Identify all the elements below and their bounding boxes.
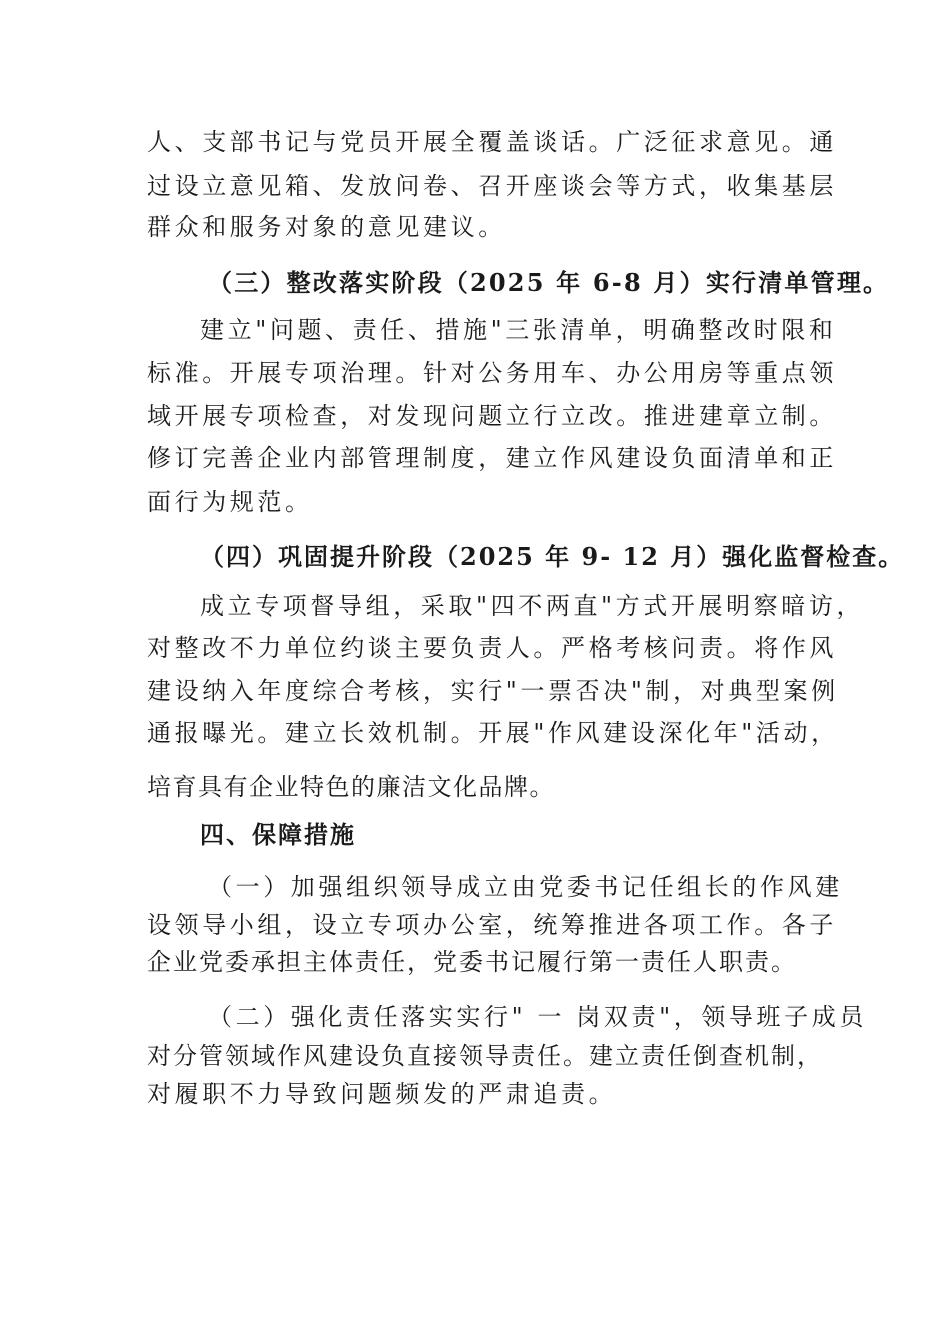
section-heading-4: （四）巩固提升阶段（2025 年 9- 12 月）强化监督检查。 xyxy=(200,542,905,571)
body-text-line: （一）加强组织领导成立由党委书记任组长的作风建 xyxy=(208,873,843,901)
body-text-line: 人、支部书记与党员开展全覆盖谈话。广泛征求意见。通 xyxy=(147,128,837,156)
body-text-line: 面行为规范。 xyxy=(147,488,313,516)
body-text-line: 对整改不力单位约谈主要负责人。严格考核问责。将作风 xyxy=(147,634,837,662)
body-text-line: 成立专项督导组，采取"四不两直"方式开展明察暗访， xyxy=(200,592,865,620)
body-text-line: 对履职不力导致问题频发的严肃追责。 xyxy=(147,1080,617,1108)
body-text-line: 域开展专项检查，对发现问题立行立改。推进建章立制。 xyxy=(147,402,837,430)
body-text-line: 标准。开展专项治理。针对公务用车、办公用房等重点领 xyxy=(147,359,837,387)
body-text-line: 修订完善企业内部管理制度，建立作风建设负面清单和正 xyxy=(147,444,837,472)
body-text-line: 群众和服务对象的意见建议。 xyxy=(147,213,506,241)
section-title: 四、保障措施 xyxy=(200,821,356,849)
body-text-line: （二）强化责任落实实行" 一 岗双责"，领导班子成员 xyxy=(208,1003,867,1031)
body-text-line: 建立"问题、责任、措施"三张清单，明确整改时限和 xyxy=(200,316,837,344)
body-text-line: 通报曝光。建立长效机制。开展"作风建设深化年"活动， xyxy=(147,719,839,747)
body-text-line: 企业党委承担主体责任，党委书记履行第一责任人职责。 xyxy=(147,948,797,976)
section-heading-3: （三）整改落实阶段（2025 年 6-8 月）实行清单管理。 xyxy=(208,268,890,297)
body-text-line: 建设纳入年度综合考核，实行"一票否决"制，对典型案例 xyxy=(147,677,839,705)
body-text-line: 过设立意见箱、发放问卷、召开座谈会等方式，收集基层 xyxy=(147,172,837,200)
body-text-line: 设领导小组，设立专项办公室，统筹推进各项工作。各子 xyxy=(147,911,837,939)
body-text-line: 对分管领域作风建设负直接领导责任。建立责任倒查机制， xyxy=(147,1042,823,1070)
body-text-line: 培育具有企业特色的廉洁文化品牌。 xyxy=(147,773,555,801)
